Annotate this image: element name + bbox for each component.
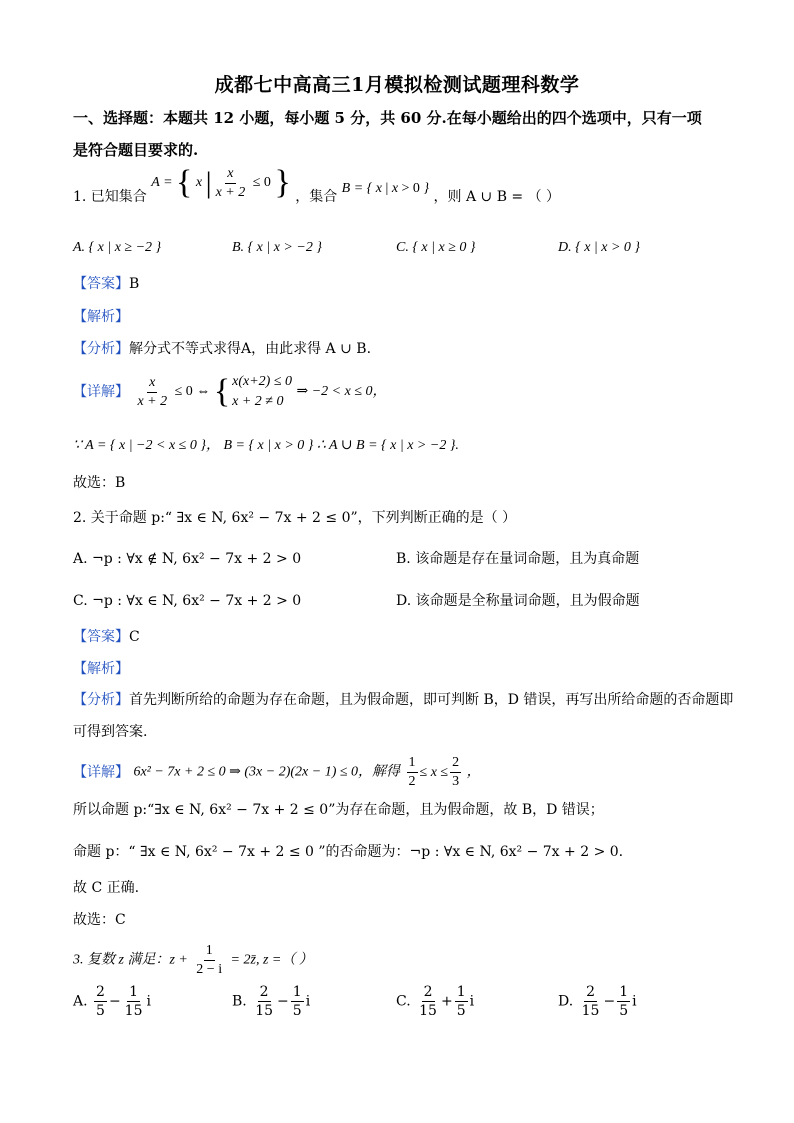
q3-b-unit: i [305,993,311,1010]
page-title: 成都七中高高三1月模拟检测试题理科数学 [214,74,580,96]
q1-set-b: B = { x | x > 0 } [341,181,430,196]
q3-option-label: A. [73,993,88,1010]
q2-option-c[interactable]: C. ¬p : ∀x ∈ N, 6x² − 7x + 2 > 0 [73,593,302,609]
q1-analysis-label: 【解析】 [73,309,129,325]
q3-d-unit: i [632,993,637,1010]
q3-d-d2: 5 [619,1003,629,1019]
q3-c-sign: + [440,993,453,1010]
q1-option-a[interactable]: A. { x | x ≥ −2 } [73,240,162,255]
fenxi-label: 【分析】 [73,692,129,708]
q3-a-n1: 2 [96,984,105,1000]
q2-fenxi-text1: 首先判断所给的命题为存在命题，且为假命题，即可判断 B，D 错误，再写出所给命题的否命题即 [129,692,734,708]
q1-number: 1. 已知集合 [73,189,147,205]
q3-d-d1: 15 [581,1003,600,1019]
q2-correct: 故 C 正确. [73,880,140,896]
q3-option-b[interactable] [232,985,310,1018]
q2-fenxi [73,690,733,710]
q1-detail-rhs: ⇒ −2 < x ≤ 0， [296,384,387,399]
q1-choose: 故选：B [73,475,126,491]
q3-b-d2: 5 [292,1003,302,1019]
q3-b-n2: 1 [292,984,302,1000]
q3-option-label: B. [232,993,247,1010]
q3-option-label: C. [396,993,411,1010]
q3-a-unit: i [146,993,151,1010]
q1-option-c[interactable]: C. { x | x ≥ 0 } [396,240,476,255]
q2-stem: 2. 关于命题 p:“ ∃x ∈ N, 6x² − 7x + 2 ≤ 0”，下列判断正确的是（ ） [73,510,517,526]
q3-option-d[interactable] [558,985,637,1018]
q2-fenxi-line2: 可得到答案. [73,724,148,740]
q3-b-sign: − [277,993,289,1010]
q3-stem-a: 3. 复数 z 满足：z + [73,952,188,968]
q2-detail-text: 6x² − 7x + 2 ≤ 0 ⇒ (3x − 2)(2x − 1) ≤ 0，解得 [133,764,401,780]
q2-detail [73,756,481,789]
q3-option-a[interactable] [73,985,151,1018]
q1-because: ∵ A = { x | −2 < x ≤ 0 }， B = { x | x > 0 } ∴ A ∪ B = { x | x > −2 }. [73,438,459,453]
q1-detail-system: { x(x+2) ≤ 0 x + 2 ≠ 0 [213,373,293,410]
q1-fenxi [73,339,371,359]
q2-choose: 故选：C [73,912,126,928]
q3-fraction [194,944,224,977]
q1-detail-lhs: $\frac{x}{x + 2}$ ≤ 0 ⇔ [137,374,211,409]
q3-c-d1: 15 [419,1003,437,1019]
q2-answer [73,627,140,647]
q2-analysis-label: 【解析】 [73,661,129,677]
q3-d-n2: 1 [619,984,629,1000]
q2-option-a[interactable]: A. ¬p : ∀x ∉ N, 6x² − 7x + 2 > 0 [73,551,302,567]
q1-detail [73,372,387,412]
detail-label: 【详解】 [73,764,129,781]
q3-c-n2: 1 [456,984,466,1000]
q2-detail-end: ， [466,764,481,780]
fenxi-label: 【分析】 [73,341,129,357]
q2-option-b[interactable]: B. 该命题是存在量词命题，且为真命题 [396,551,640,567]
q3-stem-b: = 2z̄, z =（ ） [230,952,313,968]
q3-b-n1: 2 [259,984,269,1000]
q3-c-d2: 5 [456,1003,466,1019]
q1-option-d[interactable]: D. { x | x > 0 } [558,240,641,255]
q3-option-c[interactable] [396,985,474,1018]
section-heading-line2: 是符合题目要求的. [73,141,199,159]
q1-answer-value: B [129,276,140,292]
q1-stem [73,164,561,214]
q1-set-a: A = { x | $\frac{x}{x + 2}$ ≤ 0 } [151,164,291,201]
q3-a-sign: − [108,993,121,1010]
q1-system-row1: x(x+2) ≤ 0 [232,374,293,389]
q1-fenxi-text: 解分式不等式求得A，由此求得 A ∪ B. [129,341,372,357]
detail-label: 【详解】 [73,384,129,400]
q3-b-d1: 15 [255,1003,274,1019]
q3-frac-den: 2 − i [196,962,223,977]
answer-label: 【答案】 [73,629,129,645]
q1-mid: ，集合 [295,189,338,205]
q3-c-n1: 2 [423,984,433,1000]
q2-so1: 所以命题 p:“∃x ∈ N, 6x² − 7x + 2 ≤ 0”为存在命题，且为假命题，故 B，D 错误； [73,802,604,818]
q2-so2: 命题 p：“ ∃x ∈ N, 6x² − 7x + 2 ≤ 0 ”的否命题为：¬p : ∀x ∈ N, 6x² − 7x + 2 > 0. [73,844,624,860]
q3-a-d1: 5 [96,1003,105,1019]
q2-option-d[interactable]: D. 该命题是全称量词命题，且为假命题 [396,593,640,609]
q3-d-n1: 2 [586,984,596,1000]
q3-a-d2: 15 [124,1003,143,1019]
q2-detail-range: $\frac{1}{2}$ ≤ x ≤ $\frac{2}{3}$ [408,755,460,789]
q3-a-n2: 1 [129,984,139,1000]
q1-tail: ，则 A ∪ B = （ ） [433,189,561,205]
q3-frac-num: 1 [204,944,215,961]
answer-label: 【答案】 [73,276,129,292]
q3-c-unit: i [469,993,475,1010]
q1-option-b[interactable]: B. { x | x > −2 } [232,240,322,255]
q3-d-sign: − [603,993,616,1010]
q3-option-label: D. [558,993,574,1010]
q1-system-row2: x + 2 ≠ 0 [232,394,284,409]
section-heading-line1: 一、选择题：本题共 12 小题，每小题 5 分，共 60 分.在每小题给出的四个选项中，只有一项 [73,109,702,127]
q2-answer-value: C [129,629,140,645]
q1-answer [73,274,139,294]
q3-stem [73,944,313,977]
